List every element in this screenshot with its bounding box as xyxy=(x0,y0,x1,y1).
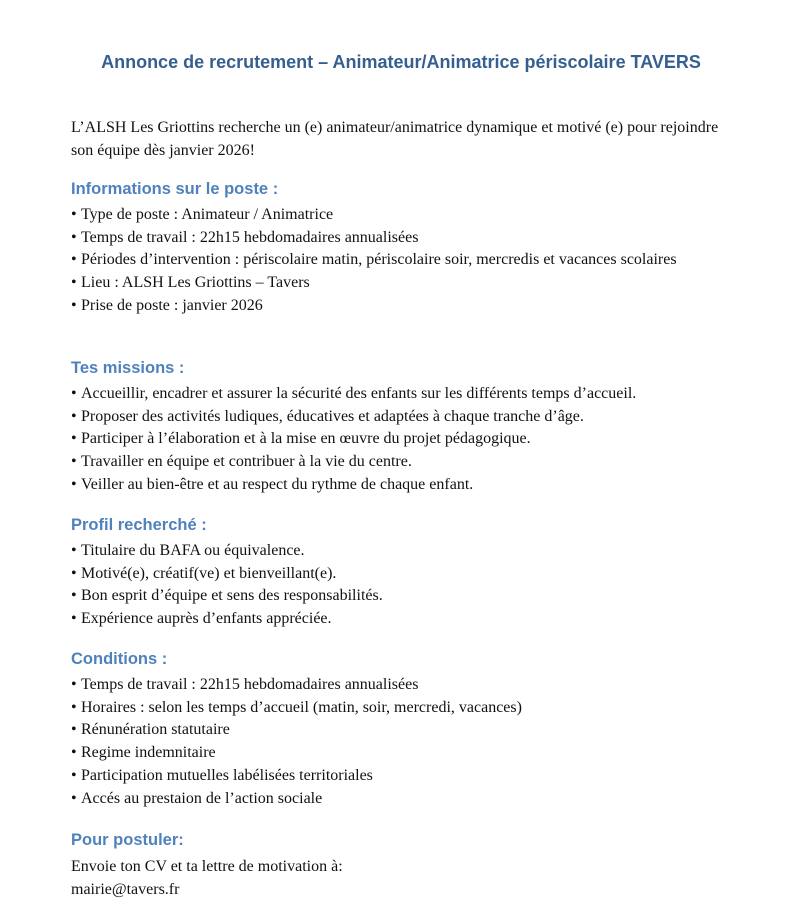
section-missions xyxy=(71,357,731,497)
section-heading: Profil recherché : xyxy=(71,516,207,534)
list-item: • Travailler en équipe et contribuer à la vie du centre. xyxy=(71,451,731,474)
section-heading: Conditions : xyxy=(71,650,168,668)
list-item: • Bon esprit d’équipe et sens des responsabilités. xyxy=(71,585,731,608)
bullet-icon: • xyxy=(71,251,77,269)
list-item: • Titulaire du BAFA ou équivalence. xyxy=(71,540,731,563)
list-item: • Accés au prestaion de l’action sociale xyxy=(71,788,731,811)
bullet-icon: • xyxy=(71,721,77,739)
bullet-list xyxy=(71,383,731,497)
list-item: • Rénunération statutaire xyxy=(71,719,731,742)
section-heading: Pour postuler: xyxy=(71,831,184,849)
bullet-icon: • xyxy=(71,789,77,807)
list-item: • Participation mutuelles labélisées territoriales xyxy=(71,765,731,788)
bullet-list xyxy=(71,674,731,810)
bullet-icon: • xyxy=(71,610,77,628)
bullet-icon: • xyxy=(71,587,77,605)
bullet-list xyxy=(71,204,731,318)
list-item: • Temps de travail : 22h15 hebdomadaires annualisées xyxy=(71,674,731,697)
list-item: • Lieu : ALSH Les Griottins – Tavers xyxy=(71,272,731,295)
contact-email: mairie@tavers.fr xyxy=(71,881,180,898)
bullet-icon: • xyxy=(71,676,77,693)
list-item: • Temps de travail : 22h15 hebdomadaires annualisées xyxy=(71,227,731,250)
bullet-icon: • xyxy=(71,564,77,582)
list-item: • Type de poste : Animateur / Animatrice xyxy=(71,204,731,227)
list-item: • Participer à l’élaboration et à la mise en œuvre du projet pédagogique. xyxy=(71,428,731,451)
apply-instructions: Envoie ton CV et ta lettre de motivation à: xyxy=(71,858,343,875)
bullet-icon: • xyxy=(71,385,77,402)
bullet-icon: • xyxy=(71,206,77,223)
section-informations xyxy=(71,178,731,318)
bullet-icon: • xyxy=(71,407,77,425)
list-item: • Accueillir, encadrer et assurer la sécurité des enfants sur les différents temps d’accueil. xyxy=(71,383,731,406)
section-postuler xyxy=(71,829,731,901)
section-profil xyxy=(71,514,731,631)
list-item: • Périodes d’intervention : périscolaire matin, périscolaire soir, mercredis et vacances scolaires xyxy=(71,249,731,272)
list-item: • Prise de poste : janvier 2026 xyxy=(71,295,731,318)
bullet-icon: • xyxy=(71,430,77,448)
section-heading: Informations sur le poste : xyxy=(71,180,279,198)
bullet-icon: • xyxy=(71,274,77,292)
section-conditions xyxy=(71,648,731,810)
list-item: • Regime indemnitaire xyxy=(71,742,731,765)
bullet-icon: • xyxy=(71,542,77,559)
list-item: • Proposer des activités ludiques, éducatives et adaptées à chaque tranche d’âge. xyxy=(71,406,731,429)
page-title: Annonce de recrutement – Animateur/Animatrice périscolaire TAVERS xyxy=(101,52,701,72)
list-item: • Horaires : selon les temps d’accueil (matin, soir, mercredi, vacances) xyxy=(71,697,731,720)
list-item: • Veiller au bien-être et au respect du rythme de chaque enfant. xyxy=(71,474,731,497)
list-item: • Motivé(e), créatif(ve) et bienveillant(e). xyxy=(71,563,731,586)
bullet-icon: • xyxy=(71,296,77,314)
bullet-icon: • xyxy=(71,744,77,762)
bullet-icon: • xyxy=(71,698,77,716)
section-heading: Tes missions : xyxy=(71,359,185,377)
bullet-icon: • xyxy=(71,766,77,784)
bullet-icon: • xyxy=(71,475,77,493)
intro-paragraph: L’ALSH Les Griottins recherche un (e) animateur/animatrice dynamique et motivé (e) pour rejoindre son équipe dès janvier 2026! xyxy=(71,119,719,159)
list-item: • Expérience auprès d’enfants appréciée. xyxy=(71,608,731,631)
bullet-icon: • xyxy=(71,453,77,471)
bullet-list xyxy=(71,540,731,631)
bullet-icon: • xyxy=(71,228,77,246)
